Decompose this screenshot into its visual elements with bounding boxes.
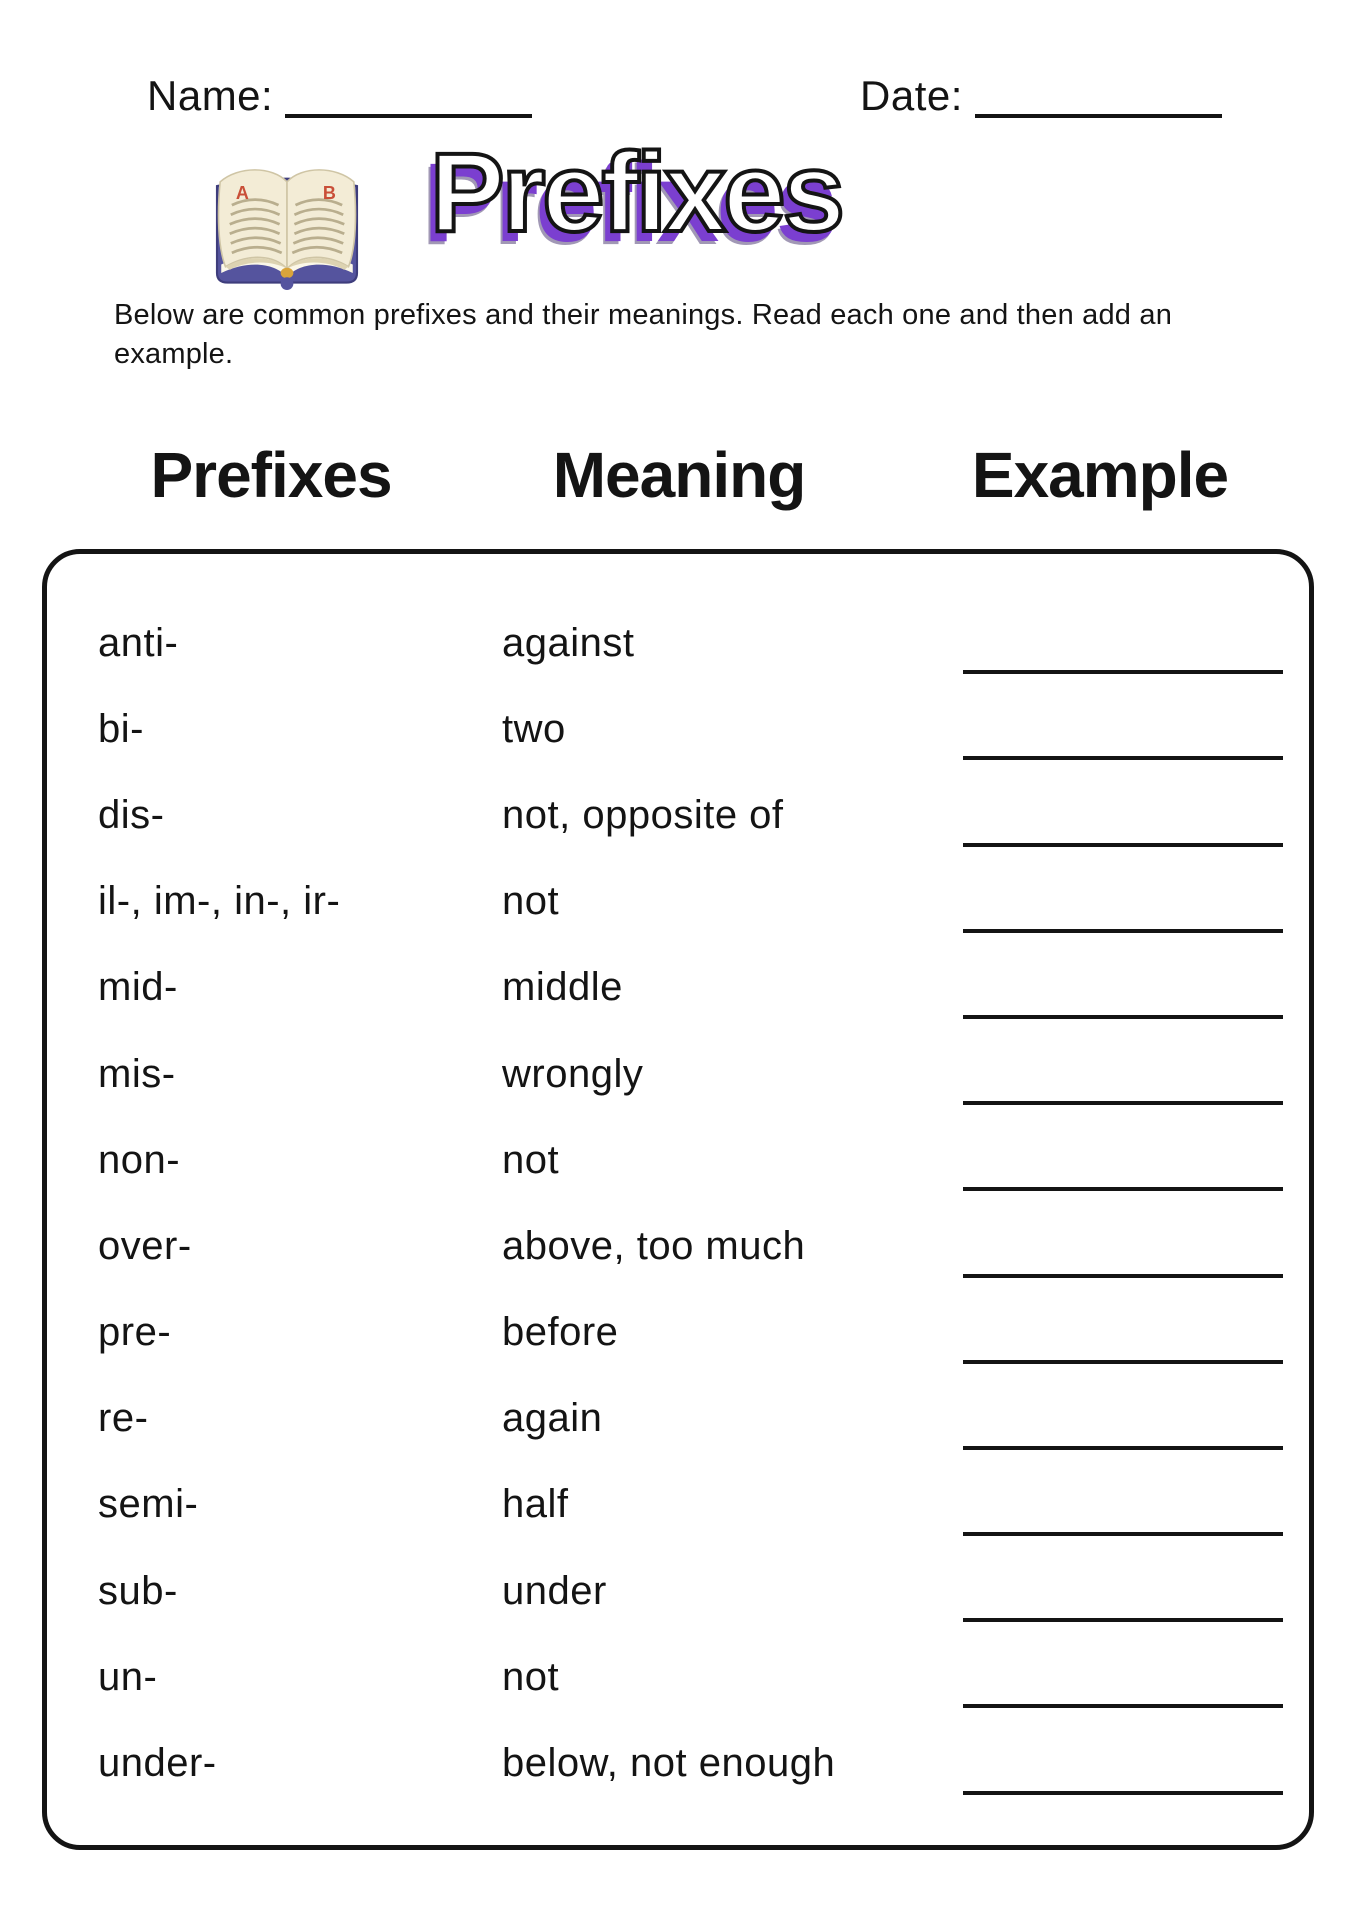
column-header-prefixes: Prefixes: [150, 439, 392, 511]
name-label: Name:: [147, 72, 274, 119]
prefix-cell: il-, im-, in-, ir-: [98, 879, 341, 924]
meaning-cell: half: [502, 1482, 569, 1527]
prefix-table: [42, 549, 1314, 1850]
example-blank-line[interactable]: [963, 1101, 1283, 1105]
table-row: [47, 1031, 1309, 1117]
example-blank-line[interactable]: [963, 1532, 1283, 1536]
example-blank-line[interactable]: [963, 1360, 1283, 1364]
prefix-cell: mis-: [98, 1051, 176, 1096]
meaning-cell: below, not enough: [502, 1741, 836, 1786]
example-blank-line[interactable]: [963, 929, 1283, 933]
date-label: Date:: [860, 72, 963, 119]
example-blank-line[interactable]: [963, 1704, 1283, 1708]
table-row: [47, 1720, 1309, 1806]
example-blank-line[interactable]: [963, 1187, 1283, 1191]
example-blank-line[interactable]: [963, 670, 1283, 674]
example-cell: [963, 1720, 1283, 1806]
example-cell: [963, 1376, 1283, 1462]
prefix-cell: re-: [98, 1396, 149, 1441]
table-row: [47, 1634, 1309, 1720]
book-clasp-gold: [281, 268, 294, 279]
column-header-meaning: Meaning: [552, 439, 806, 511]
example-cell: [963, 772, 1283, 858]
instructions-text: Below are common prefixes and their meanings. Read each one and then add an example.: [114, 299, 1173, 371]
book-letter-b: B: [322, 182, 336, 203]
meaning-cell: not: [502, 1654, 560, 1699]
table-row: [47, 1376, 1309, 1462]
prefix-cell: over-: [98, 1223, 192, 1268]
example-blank-line[interactable]: [963, 843, 1283, 847]
example-cell: [963, 1290, 1283, 1376]
name-field: [147, 72, 532, 120]
name-input-line[interactable]: [285, 80, 532, 118]
prefix-cell: under-: [98, 1741, 217, 1786]
example-blank-line[interactable]: [963, 1618, 1283, 1622]
column-headers: [0, 438, 1358, 513]
table-row: [47, 1117, 1309, 1203]
example-blank-line[interactable]: [963, 1446, 1283, 1450]
example-cell: [963, 1203, 1283, 1289]
table-row: [47, 600, 1309, 686]
meaning-cell: against: [502, 620, 635, 665]
meaning-cell: middle: [502, 965, 623, 1010]
table-row: [47, 859, 1309, 945]
table-row: [47, 772, 1309, 858]
example-cell: [963, 1548, 1283, 1634]
table-row: [47, 945, 1309, 1031]
table-row: [47, 1290, 1309, 1376]
prefix-cell: bi-: [98, 706, 144, 751]
example-blank-line[interactable]: [963, 1791, 1283, 1795]
book-letter-a: A: [235, 182, 249, 203]
book-knob: [281, 277, 294, 290]
meaning-cell: not: [502, 1137, 560, 1182]
meaning-cell: not, opposite of: [502, 792, 784, 837]
meaning-cell: under: [502, 1568, 607, 1613]
example-cell: [963, 1031, 1283, 1117]
example-blank-line[interactable]: [963, 756, 1283, 760]
meaning-cell: above, too much: [502, 1223, 806, 1268]
meaning-cell: again: [502, 1396, 603, 1441]
prefix-cell: mid-: [98, 965, 178, 1010]
example-cell: [963, 945, 1283, 1031]
prefix-cell: semi-: [98, 1482, 199, 1527]
open-book-icon: [202, 150, 372, 290]
example-blank-line[interactable]: [963, 1274, 1283, 1278]
meaning-cell: not: [502, 879, 560, 924]
table-row: [47, 1548, 1309, 1634]
prefix-cell: anti-: [98, 620, 179, 665]
example-cell: [963, 1462, 1283, 1548]
meaning-cell: before: [502, 1310, 619, 1355]
column-header-example: Example: [971, 439, 1229, 511]
example-cell: [963, 1634, 1283, 1720]
page-title: Prefixes: [430, 130, 842, 255]
example-cell: [963, 859, 1283, 945]
prefix-cell: sub-: [98, 1568, 178, 1613]
date-input-line[interactable]: [975, 80, 1222, 118]
meaning-cell: two: [502, 706, 566, 751]
table-row: [47, 1203, 1309, 1289]
example-cell: [963, 1117, 1283, 1203]
prefix-cell: un-: [98, 1654, 158, 1699]
prefix-cell: pre-: [98, 1310, 172, 1355]
date-field: [860, 72, 1222, 120]
example-cell: [963, 686, 1283, 772]
example-cell: [963, 600, 1283, 686]
table-rows: [47, 600, 1309, 1807]
prefix-cell: non-: [98, 1137, 181, 1182]
table-row: [47, 686, 1309, 772]
prefix-cell: dis-: [98, 792, 165, 837]
meaning-cell: wrongly: [502, 1051, 644, 1096]
example-blank-line[interactable]: [963, 1015, 1283, 1019]
table-row: [47, 1462, 1309, 1548]
